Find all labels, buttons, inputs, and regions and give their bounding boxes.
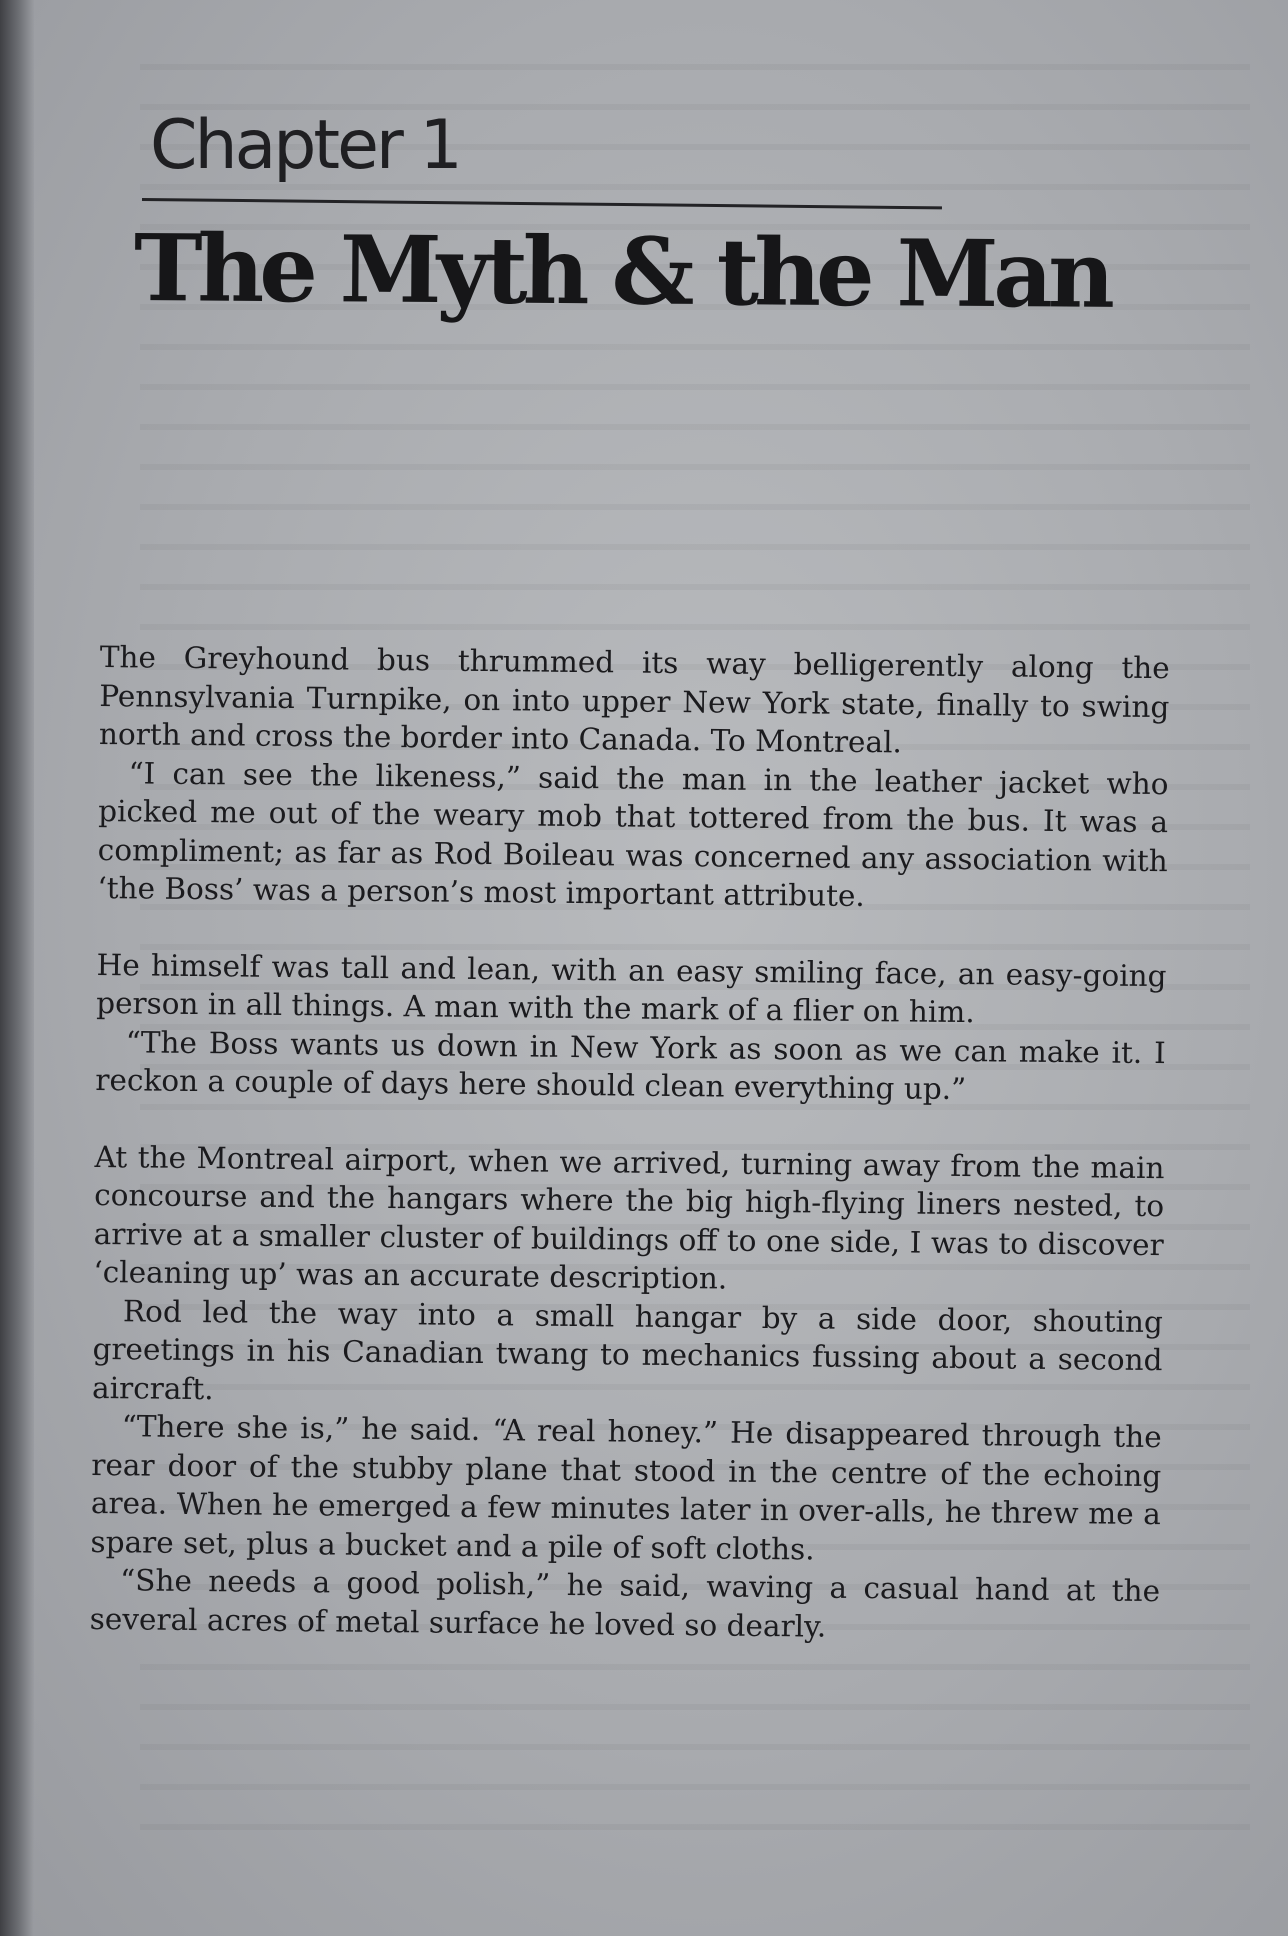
chapter-number: Chapter 1 (150, 106, 460, 185)
paragraph: “The Boss wants us down in New York as soon as we can make it. I reckon a couple of days here should clean everything up.” (95, 1024, 1166, 1107)
paragraph: Rod led the way into a small hangar by a side door, shouting greetings in his Canadian twang to mechanics fussing about a second aircraft. (91, 1293, 1164, 1406)
paragraph: At the Montreal airport, when we arrived, turning away from the main concourse and the hangars where the big high-flying liners nested, to arrive at a smaller cluster of buildings off to one side, I was to discover ‘cleaning up’ was an accurate description. (93, 1139, 1165, 1296)
paragraph: He himself was tall and lean, with an easy smiling face, an easy-going person in all things. A man with the mark of a flier on him. (95, 947, 1167, 1030)
book-gutter (0, 0, 34, 1936)
chapter-title: The Myth & the Man (133, 214, 1111, 329)
paragraph: “She needs a good polish,” he said, waving a casual hand at the several acres of metal surface he loved so dearly. (89, 1563, 1161, 1644)
paragraph: “There she is,” he said. “A real honey.” He disappeared through the rear door of the stubby plane that stood in the centre of the echoing area. When he emerged a few minutes later in over-alls, he threw me a spare set, plus a bucket and a pile of soft cloths. (90, 1409, 1162, 1567)
paragraph: The Greyhound bus thrummed its way belligerently along the Pennsylvania Turnpike, on into upper New York state, finally to swing north and cross the border into Canada. To Montreal. (98, 639, 1170, 760)
paragraph: “I can see the likeness,” said the man in the leather jacket who picked me out of the weary mob that tottered from the bus. It was a compliment; as far as Rod Boileau was concerned any association with ‘the Boss’ was a person’s most important attribute. (97, 755, 1169, 914)
chapter-body (90, 638, 1170, 1649)
